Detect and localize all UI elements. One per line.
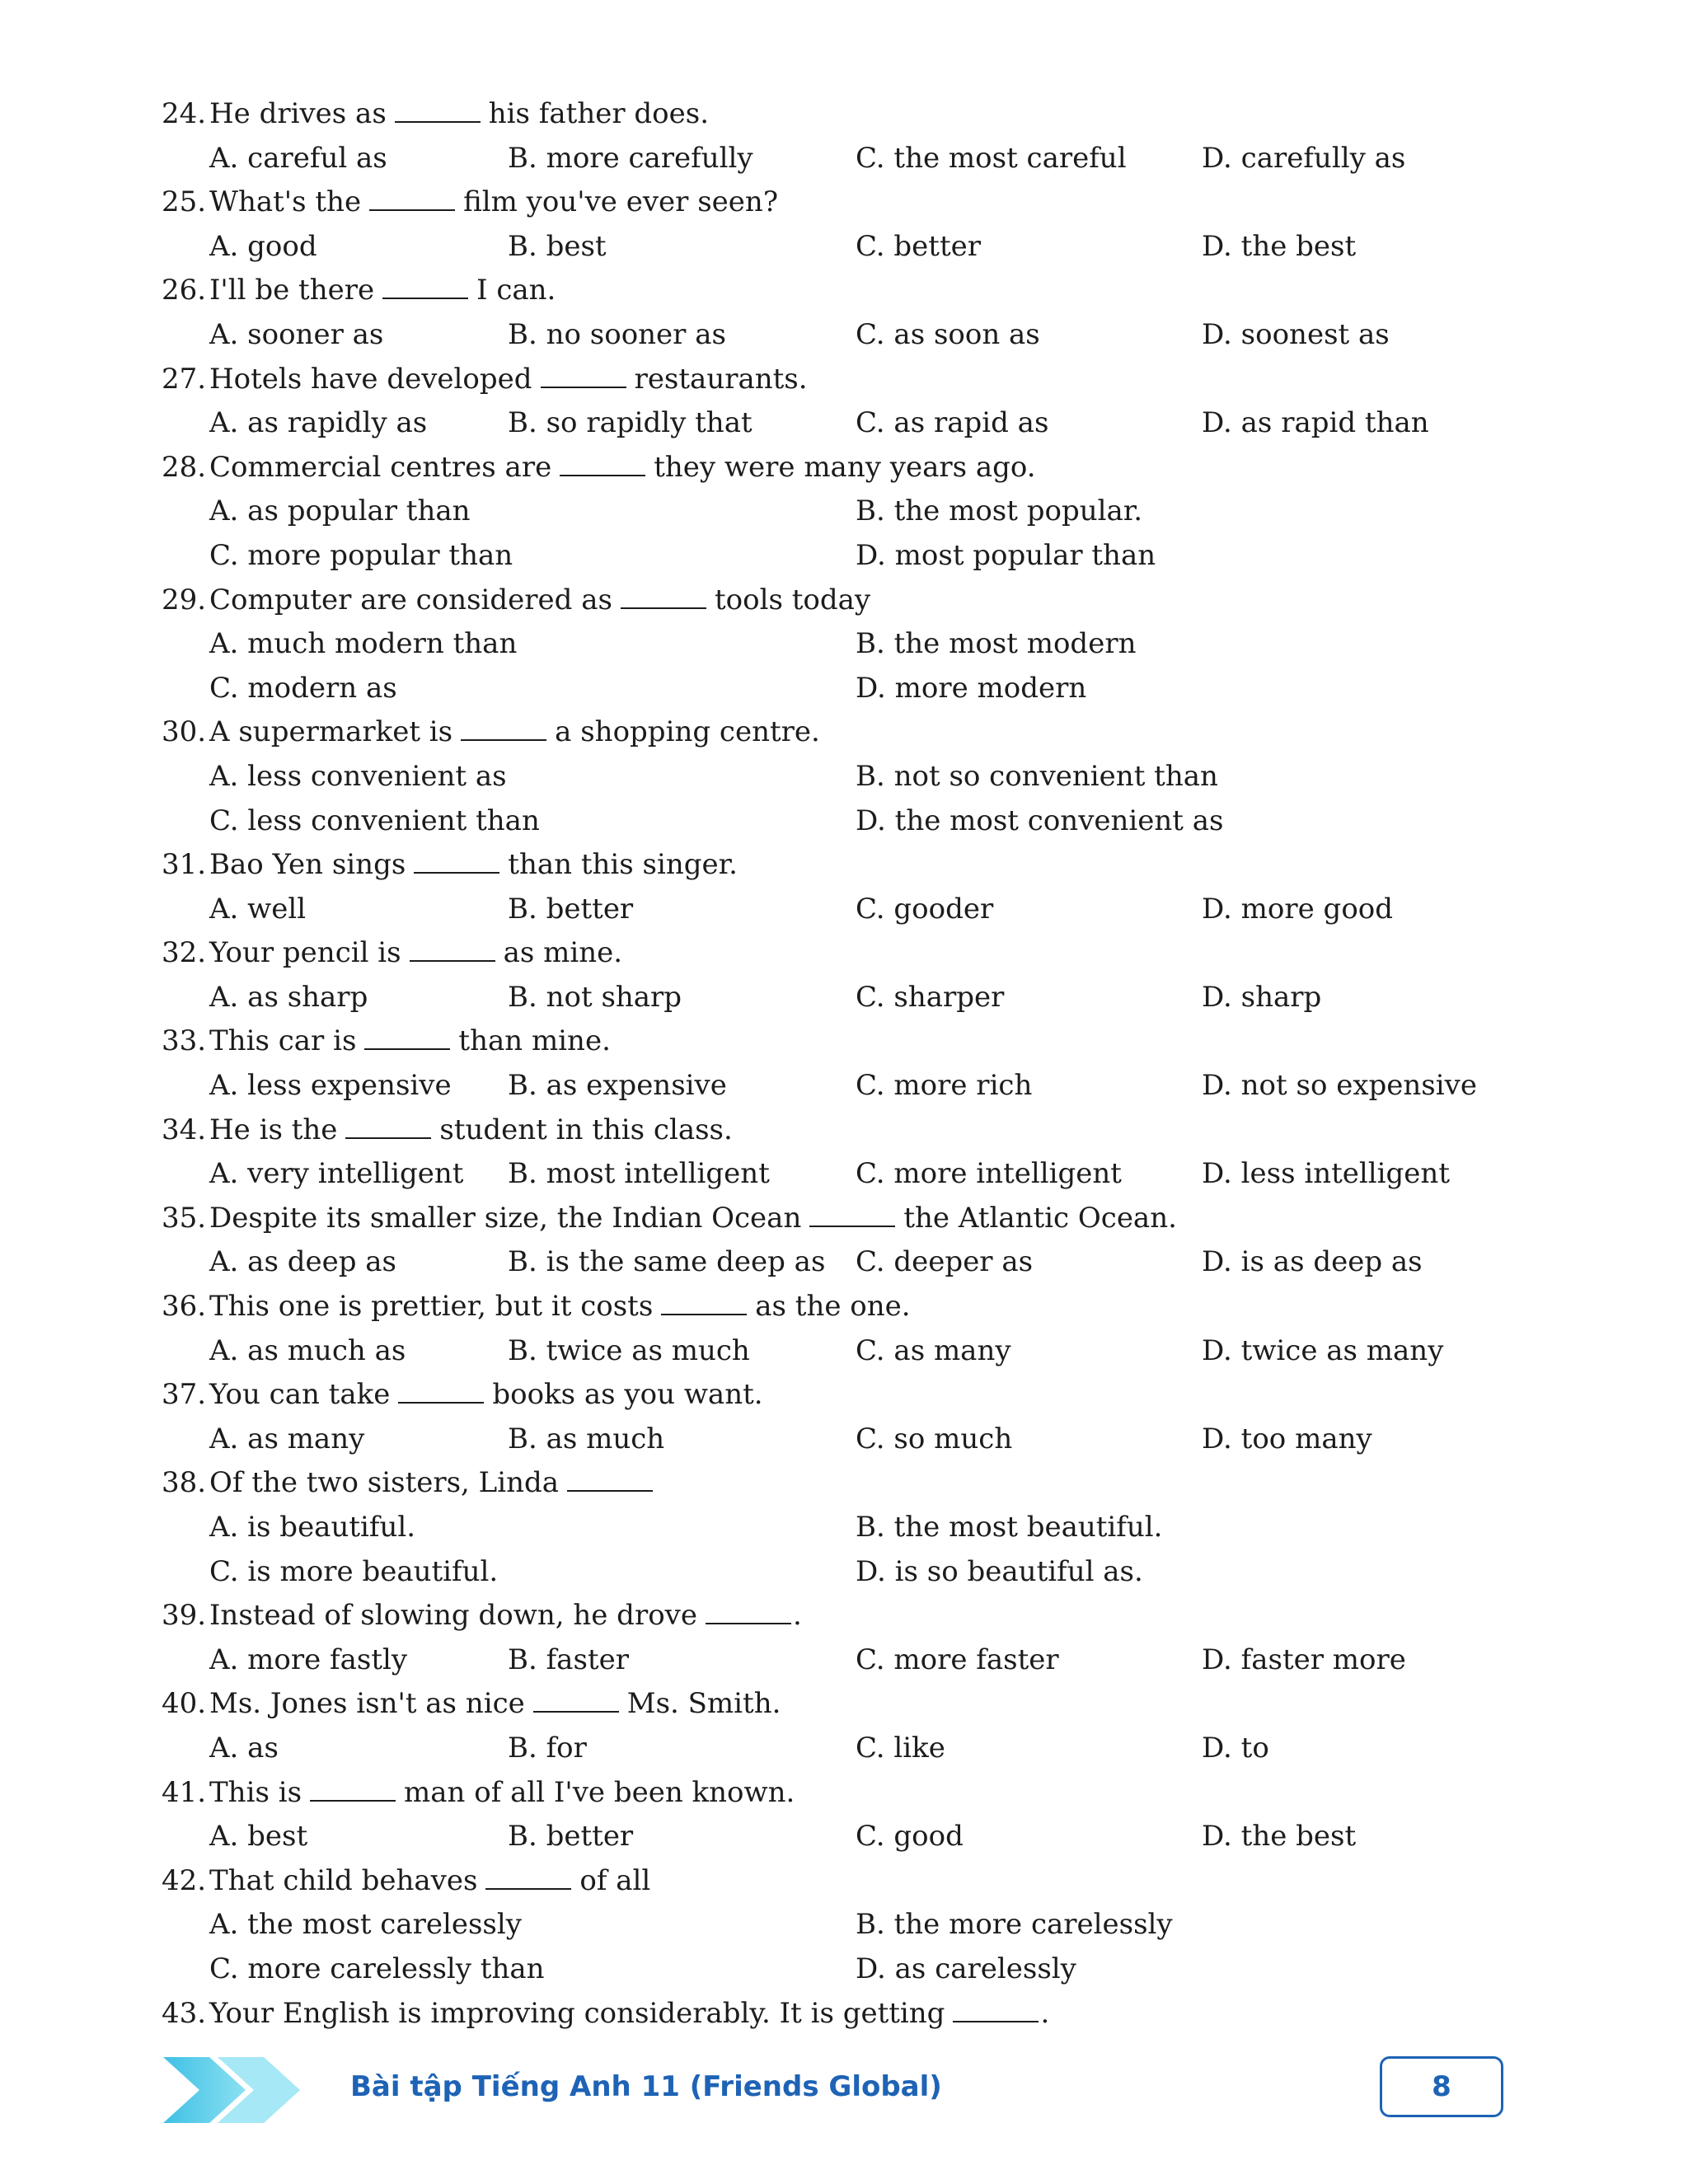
answer-option[interactable]: C. more intelligent bbox=[856, 1157, 1122, 1191]
options-row bbox=[162, 1815, 1563, 1859]
answer-option[interactable]: D. as rapid than bbox=[1202, 406, 1429, 440]
answer-option[interactable]: B. as expensive bbox=[508, 1069, 727, 1103]
question-text-after-blank: Ms. Smith. bbox=[626, 1687, 781, 1721]
answer-option[interactable]: B. more carefully bbox=[508, 141, 753, 175]
options-row bbox=[162, 313, 1563, 358]
question-row bbox=[162, 1373, 1563, 1418]
answer-option[interactable]: B. the more carelessly bbox=[856, 1908, 1173, 1942]
options-row bbox=[162, 1506, 1563, 1550]
answer-option[interactable]: A. very intelligent bbox=[209, 1157, 464, 1191]
question-stem bbox=[209, 180, 778, 225]
answer-option[interactable]: D. the best bbox=[1202, 229, 1357, 263]
question-number: 43. bbox=[162, 1996, 207, 2030]
question-number: 24. bbox=[162, 97, 207, 130]
options-row bbox=[162, 1903, 1563, 1947]
answer-option[interactable]: C. more rich bbox=[856, 1069, 1033, 1103]
answer-option[interactable]: C. like bbox=[856, 1731, 945, 1765]
question-text: I'll be there bbox=[209, 274, 375, 307]
question-text: He drives as bbox=[209, 97, 387, 130]
options-row bbox=[162, 490, 1563, 534]
question-text: Hotels have developed bbox=[209, 362, 532, 396]
question-row bbox=[162, 1682, 1563, 1727]
answer-option[interactable]: C. sharper bbox=[856, 980, 1005, 1014]
question-number: 28. bbox=[162, 450, 207, 484]
options-row bbox=[162, 1418, 1563, 1462]
answer-option[interactable]: C. deeper as bbox=[856, 1245, 1034, 1279]
footer-title: Bài tập Tiếng Anh 11 (Friends Global) bbox=[350, 2070, 942, 2103]
question-row bbox=[162, 1461, 1563, 1506]
question-stem bbox=[209, 1373, 763, 1418]
answer-blank bbox=[310, 1774, 396, 1802]
answer-option[interactable]: C. more popular than bbox=[209, 538, 513, 572]
question-row bbox=[162, 1285, 1563, 1329]
options-row bbox=[162, 401, 1563, 446]
answer-option[interactable]: A. less convenient as bbox=[209, 759, 507, 793]
options-row bbox=[162, 1947, 1563, 1992]
question-stem bbox=[209, 1859, 650, 1904]
question-text-after-blank: of all bbox=[579, 1863, 651, 1897]
answer-option[interactable]: A. is beautiful. bbox=[209, 1511, 416, 1544]
question-row bbox=[162, 180, 1563, 225]
answer-option[interactable]: D. most popular than bbox=[856, 538, 1156, 572]
answer-option[interactable]: D. as carelessly bbox=[856, 1952, 1076, 1985]
question-text: He is the bbox=[209, 1113, 338, 1146]
answer-blank bbox=[541, 360, 626, 388]
question-text-after-blank: . bbox=[1040, 1996, 1050, 2030]
answer-option[interactable]: A. as deep as bbox=[209, 1245, 396, 1279]
answer-option[interactable]: B. best bbox=[508, 229, 607, 263]
question-text-after-blank: student in this class. bbox=[439, 1113, 733, 1146]
answer-option[interactable]: B. twice as much bbox=[508, 1333, 750, 1367]
options-row bbox=[162, 225, 1563, 269]
question-text-after-blank: they were many years ago. bbox=[654, 450, 1036, 484]
options-row bbox=[162, 1064, 1563, 1108]
question-text-after-blank: the Atlantic Ocean. bbox=[903, 1201, 1177, 1235]
options-row bbox=[162, 622, 1563, 667]
question-text: Your English is improving considerably. It is getting bbox=[209, 1996, 945, 2030]
question-stem bbox=[209, 1461, 661, 1506]
question-stem bbox=[209, 358, 808, 402]
answer-option[interactable]: D. the best bbox=[1202, 1820, 1357, 1854]
answer-blank bbox=[809, 1199, 895, 1227]
options-row bbox=[162, 1240, 1563, 1285]
answer-blank bbox=[395, 95, 481, 123]
question-number: 29. bbox=[162, 583, 207, 616]
answer-option[interactable]: B. the most beautiful. bbox=[856, 1511, 1163, 1544]
question-stem bbox=[209, 931, 622, 976]
question-text: Computer are considered as bbox=[209, 583, 612, 616]
answer-option[interactable]: C. better bbox=[856, 229, 982, 263]
options-row bbox=[162, 137, 1563, 181]
question-row bbox=[162, 358, 1563, 402]
question-row bbox=[162, 446, 1563, 490]
question-stem bbox=[209, 269, 556, 313]
question-number: 34. bbox=[162, 1113, 207, 1146]
answer-option[interactable]: B. so rapidly that bbox=[508, 406, 753, 440]
answer-option[interactable]: C. as many bbox=[856, 1333, 1011, 1367]
question-row bbox=[162, 579, 1563, 623]
question-row bbox=[162, 843, 1563, 888]
answer-option[interactable]: B. most intelligent bbox=[508, 1157, 770, 1191]
answer-option[interactable]: A. as popular than bbox=[209, 494, 471, 528]
answer-blank bbox=[414, 846, 499, 874]
question-text-after-blank: a shopping centre. bbox=[555, 715, 820, 749]
question-row bbox=[162, 1992, 1563, 2036]
answer-option[interactable]: B. better bbox=[508, 1820, 634, 1854]
question-row bbox=[162, 931, 1563, 976]
question-row bbox=[162, 269, 1563, 313]
answer-option[interactable]: C. modern as bbox=[209, 671, 397, 705]
question-number: 25. bbox=[162, 185, 207, 219]
question-text: Your pencil is bbox=[209, 936, 401, 970]
answer-option[interactable]: B. is the same deep as bbox=[508, 1245, 826, 1279]
answer-option[interactable]: D. more modern bbox=[856, 671, 1087, 705]
question-stem bbox=[209, 1197, 1177, 1241]
answer-option[interactable]: D. is so beautiful as. bbox=[856, 1554, 1143, 1588]
answer-blank bbox=[410, 934, 495, 962]
options-row bbox=[162, 1727, 1563, 1771]
question-stem bbox=[209, 1019, 611, 1064]
question-number: 41. bbox=[162, 1775, 207, 1809]
question-stem bbox=[209, 446, 1036, 490]
question-list bbox=[162, 92, 1563, 2036]
answer-option[interactable]: D. carefully as bbox=[1202, 141, 1406, 175]
page-number: 8 bbox=[1380, 2056, 1503, 2117]
answer-option[interactable]: B. as much bbox=[508, 1422, 665, 1455]
answer-option[interactable]: C. less convenient than bbox=[209, 804, 540, 837]
answer-blank bbox=[364, 1022, 450, 1050]
answer-option[interactable]: A. as rapidly as bbox=[209, 406, 428, 440]
question-text-after-blank: restaurants. bbox=[634, 362, 808, 396]
question-row bbox=[162, 1197, 1563, 1241]
question-number: 40. bbox=[162, 1687, 207, 1721]
answer-option[interactable]: C. the most careful bbox=[856, 141, 1127, 175]
question-text: This one is prettier, but it costs bbox=[209, 1290, 654, 1324]
question-text-after-blank: film you've ever seen? bbox=[463, 185, 779, 219]
answer-option[interactable]: C. as soon as bbox=[856, 317, 1040, 351]
question-row bbox=[162, 710, 1563, 755]
answer-option[interactable]: A. well bbox=[209, 892, 307, 926]
answer-option[interactable]: A. best bbox=[209, 1820, 308, 1854]
question-text: Bao Yen sings bbox=[209, 848, 406, 882]
question-text-after-blank: as mine. bbox=[503, 936, 623, 970]
question-number: 26. bbox=[162, 274, 207, 307]
question-stem bbox=[209, 1682, 781, 1727]
double-chevron-icon bbox=[163, 2055, 320, 2125]
answer-option[interactable]: A. as bbox=[209, 1731, 279, 1765]
answer-option[interactable]: A. careful as bbox=[209, 141, 387, 175]
answer-option[interactable]: B. the most modern bbox=[856, 627, 1137, 661]
question-text: Ms. Jones isn't as nice bbox=[209, 1687, 525, 1721]
answer-option[interactable]: D. sharp bbox=[1202, 980, 1322, 1014]
answer-blank bbox=[369, 183, 455, 211]
question-stem bbox=[209, 710, 820, 755]
question-row bbox=[162, 1859, 1563, 1904]
options-row bbox=[162, 799, 1563, 844]
question-row bbox=[162, 1771, 1563, 1816]
answer-option[interactable]: D. twice as many bbox=[1202, 1333, 1444, 1367]
options-row bbox=[162, 1638, 1563, 1683]
answer-option[interactable]: C. gooder bbox=[856, 892, 994, 926]
question-text-after-blank: man of all I've been known. bbox=[404, 1775, 795, 1809]
answer-option[interactable]: C. so much bbox=[856, 1422, 1013, 1455]
question-text: A supermarket is bbox=[209, 715, 453, 749]
answer-blank bbox=[953, 1994, 1039, 2022]
options-row bbox=[162, 888, 1563, 932]
question-stem bbox=[209, 579, 870, 623]
question-text-after-blank: as the one. bbox=[755, 1290, 911, 1324]
answer-option[interactable]: C. more faster bbox=[856, 1643, 1059, 1676]
answer-blank bbox=[533, 1685, 619, 1713]
question-text: This is bbox=[209, 1775, 302, 1809]
question-row bbox=[162, 1019, 1563, 1064]
options-row bbox=[162, 755, 1563, 799]
answer-blank bbox=[382, 271, 468, 299]
question-text: You can take bbox=[209, 1378, 391, 1412]
question-stem bbox=[209, 1108, 733, 1153]
answer-option[interactable]: A. the most carelessly bbox=[209, 1908, 522, 1942]
answer-blank bbox=[560, 448, 645, 476]
answer-option[interactable]: B. not so convenient than bbox=[856, 759, 1218, 793]
options-row bbox=[162, 1329, 1563, 1374]
question-number: 36. bbox=[162, 1290, 207, 1324]
question-number: 37. bbox=[162, 1378, 207, 1412]
answer-option[interactable]: B. for bbox=[508, 1731, 587, 1765]
question-row bbox=[162, 1108, 1563, 1153]
options-row bbox=[162, 1550, 1563, 1595]
answer-option[interactable]: A. as sharp bbox=[209, 980, 368, 1014]
question-number: 31. bbox=[162, 848, 207, 882]
answer-option[interactable]: D. the most convenient as bbox=[856, 804, 1224, 837]
answer-option[interactable]: C. more carelessly than bbox=[209, 1952, 545, 1985]
answer-option[interactable]: A. good bbox=[209, 229, 317, 263]
answer-blank bbox=[621, 581, 706, 609]
question-text-after-blank: tools today bbox=[714, 583, 871, 616]
answer-option[interactable]: D. not so expensive bbox=[1202, 1069, 1477, 1103]
answer-option[interactable]: B. the most popular. bbox=[856, 494, 1143, 528]
answer-blank bbox=[706, 1596, 791, 1624]
answer-blank bbox=[345, 1111, 431, 1139]
page-footer bbox=[0, 2052, 1688, 2126]
answer-option[interactable]: B. faster bbox=[508, 1643, 629, 1676]
answer-blank bbox=[398, 1376, 484, 1404]
answer-option[interactable]: C. as rapid as bbox=[856, 406, 1049, 440]
answer-option[interactable]: A. as much as bbox=[209, 1333, 406, 1367]
options-row bbox=[162, 534, 1563, 579]
question-row bbox=[162, 1594, 1563, 1638]
question-number: 33. bbox=[162, 1024, 207, 1058]
answer-option[interactable]: D. faster more bbox=[1202, 1643, 1406, 1676]
question-number: 38. bbox=[162, 1466, 207, 1500]
answer-option[interactable]: D. more good bbox=[1202, 892, 1394, 926]
question-number: 39. bbox=[162, 1599, 207, 1633]
answer-blank bbox=[461, 713, 546, 741]
answer-option[interactable]: D. to bbox=[1202, 1731, 1269, 1765]
answer-option[interactable]: D. soonest as bbox=[1202, 317, 1390, 351]
question-text-after-blank: . bbox=[793, 1599, 802, 1633]
question-text-after-blank: books as you want. bbox=[492, 1378, 763, 1412]
question-stem bbox=[209, 1992, 1049, 2036]
answer-option[interactable]: C. is more beautiful. bbox=[209, 1554, 499, 1588]
answer-option[interactable]: D. less intelligent bbox=[1202, 1157, 1450, 1191]
options-row bbox=[162, 667, 1563, 711]
answer-option[interactable]: B. no sooner as bbox=[508, 317, 726, 351]
answer-option[interactable]: D. is as deep as bbox=[1202, 1245, 1423, 1279]
answer-option[interactable]: A. sooner as bbox=[209, 317, 384, 351]
question-number: 30. bbox=[162, 715, 207, 749]
question-stem bbox=[209, 843, 738, 888]
answer-blank bbox=[485, 1862, 571, 1890]
question-text: Commercial centres are bbox=[209, 450, 552, 484]
answer-option[interactable]: D. too many bbox=[1202, 1422, 1372, 1455]
answer-option[interactable]: A. much modern than bbox=[209, 627, 518, 661]
answer-option[interactable]: A. as many bbox=[209, 1422, 365, 1455]
question-text: What's the bbox=[209, 185, 362, 219]
question-text-after-blank: than this singer. bbox=[508, 848, 738, 882]
answer-blank bbox=[567, 1464, 653, 1492]
question-text: That child behaves bbox=[209, 1863, 478, 1897]
question-text-after-blank: than mine. bbox=[458, 1024, 611, 1058]
answer-blank bbox=[661, 1287, 747, 1315]
question-text: This car is bbox=[209, 1024, 357, 1058]
question-text: Despite its smaller size, the Indian Ocean bbox=[209, 1201, 802, 1235]
question-number: 35. bbox=[162, 1201, 207, 1235]
options-row bbox=[162, 976, 1563, 1020]
answer-option[interactable]: B. not sharp bbox=[508, 980, 682, 1014]
question-text-after-blank: his father does. bbox=[488, 97, 710, 130]
question-number: 32. bbox=[162, 936, 207, 970]
options-row bbox=[162, 1152, 1563, 1197]
question-stem bbox=[209, 1285, 911, 1329]
question-number: 27. bbox=[162, 362, 207, 396]
question-stem bbox=[209, 92, 709, 137]
question-number: 42. bbox=[162, 1863, 207, 1897]
question-text-after-blank: I can. bbox=[476, 274, 556, 307]
answer-option[interactable]: C. good bbox=[856, 1820, 964, 1854]
question-row bbox=[162, 92, 1563, 137]
question-stem bbox=[209, 1771, 795, 1816]
answer-option[interactable]: A. more fastly bbox=[209, 1643, 408, 1676]
answer-option[interactable]: A. less expensive bbox=[209, 1069, 452, 1103]
question-text: Of the two sisters, Linda bbox=[209, 1466, 560, 1500]
question-text: Instead of slowing down, he drove bbox=[209, 1599, 697, 1633]
question-stem bbox=[209, 1594, 802, 1638]
answer-option[interactable]: B. better bbox=[508, 892, 634, 926]
